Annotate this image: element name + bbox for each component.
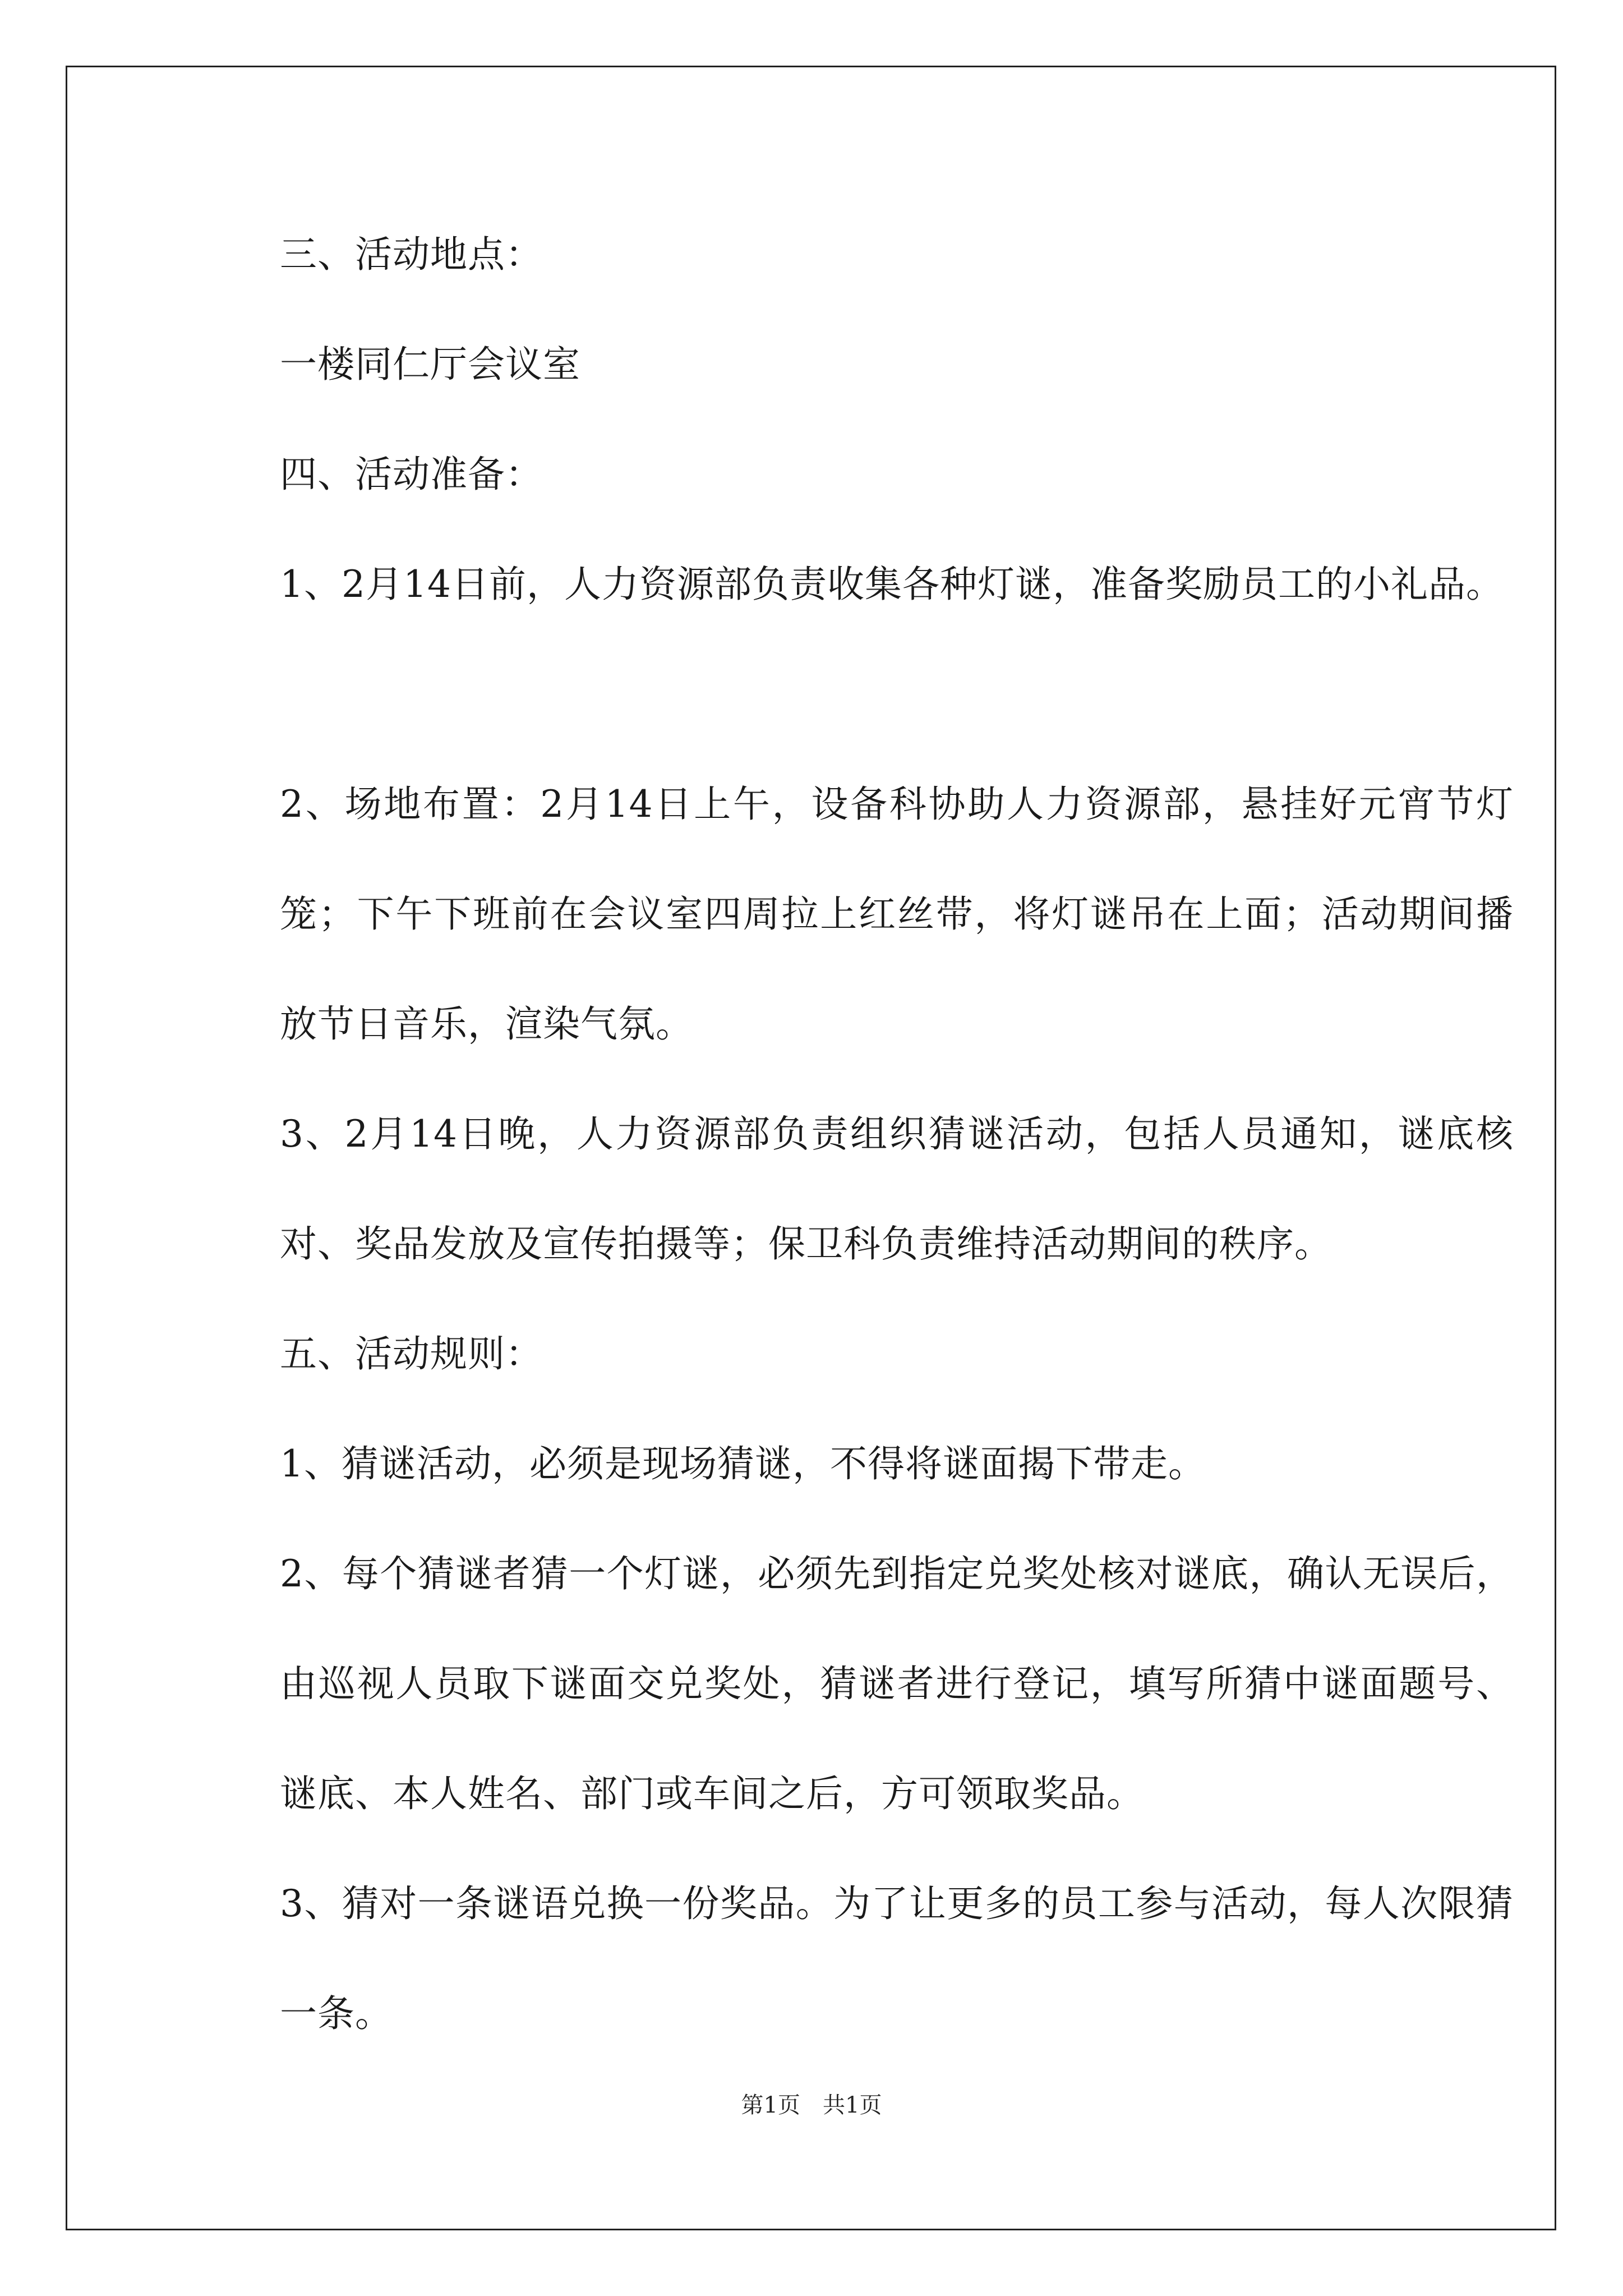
rule-item-2: 2、每个猜谜者猜一个灯谜，必须先到指定兑奖处核对谜底，确认无误后，由巡视人员取下谜面交兑奖处，猜谜者进行登记，填写所猜中谜面题号、谜底、本人姓名、部门或车间之后，方可领取奖品。 [280,1552,1514,1815]
location-text: 一楼同仁厅会议室 [280,343,580,386]
preparation-item-1: 1、2月14日前，人力资源部负责收集各种灯谜，准备奖励员工的小礼品。 [280,563,1504,606]
rule-item-3: 3、猜对一条谜语兑换一份奖品。为了让更多的员工参与活动，每人次限猜一条。 [280,1882,1514,2035]
page-footer: 第1页 共1页 [741,2092,882,2118]
rule-item-1: 1、猜谜活动，必须是现场猜谜，不得将谜面揭下带走。 [280,1442,1206,1485]
section-heading-rules: 五、活动规则： [280,1332,543,1375]
section-heading-preparation: 四、活动准备： [280,453,543,496]
preparation-item-3: 3、2月14日晚，人力资源部负责组织猜谜活动，包括人员通知，谜底核对、奖品发放及宣传拍摄等；保卫科负责维持活动期间的秩序。 [280,1112,1514,1266]
preparation-item-2: 2、场地布置：2月14日上午，设备科协助人力资源部，悬挂好元宵节灯笼；下午下班前在会议室四周拉上红丝带，将灯谜吊在上面；活动期间播放节日音乐，渲染气氛。 [280,783,1514,1046]
section-heading-location: 三、活动地点： [280,233,543,276]
